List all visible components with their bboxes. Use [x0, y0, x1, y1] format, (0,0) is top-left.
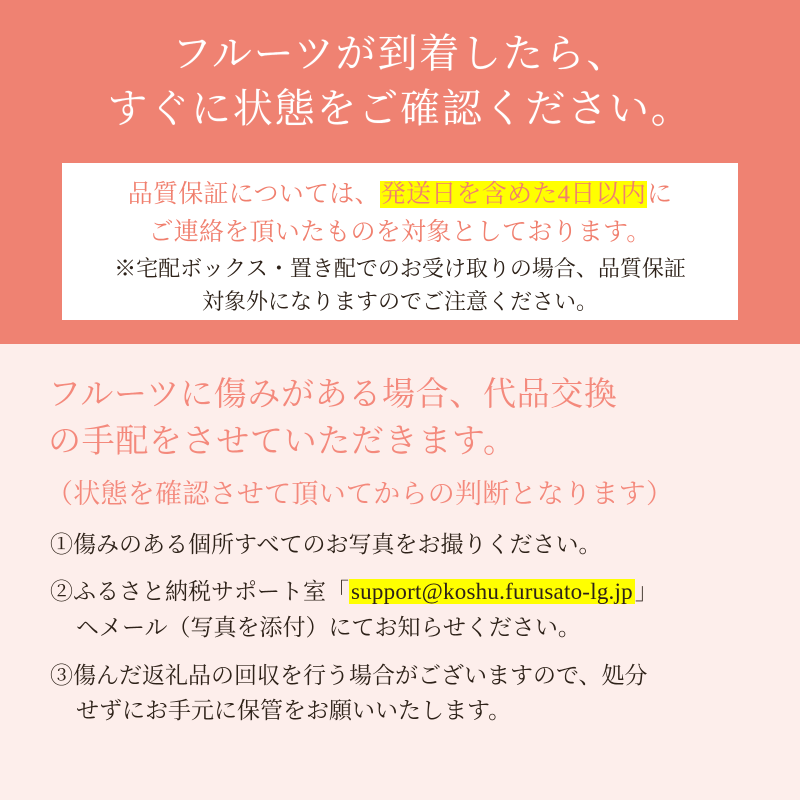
instruction-2-line-1 [50, 574, 800, 610]
list-item [50, 527, 800, 563]
instruction-2-prefix: ②ふるさと納税サポート室「 [50, 579, 349, 605]
replacement-heading-line-2: の手配をさせていただきます。 [48, 423, 517, 460]
instruction-2-suffix: 」 [634, 579, 658, 605]
replacement-heading-line-1: フルーツに傷みがある場合、代品交換 [48, 377, 618, 413]
replacement-heading [0, 344, 800, 466]
replacement-section [0, 344, 800, 800]
banner-heading [0, 0, 800, 136]
instruction-3-line-1: ③傷んだ返礼品の回収を行う場合がございますので、処分 [50, 662, 648, 688]
instruction-list [0, 511, 800, 729]
note-line-2: ご連絡を頂いたものを対象としております。 [148, 219, 652, 246]
quality-guarantee-note-card [62, 163, 738, 320]
note-line-1 [62, 176, 738, 214]
list-item [50, 574, 800, 645]
banner-heading-line-2: すぐに状態をご確認ください。 [107, 86, 693, 132]
list-item [50, 658, 800, 729]
instruction-3-line-2: せずにお手元に保管をお願いいたします。 [76, 698, 512, 724]
note-line-1-pre: 品質保証については、 [127, 181, 380, 208]
instruction-1-line-1: ①傷みのある個所すべてのお写真をお撮りください。 [50, 531, 602, 557]
top-banner [0, 0, 800, 344]
replacement-subheading: （状態を確認させて頂いてからの判断となります） [46, 478, 674, 509]
note-line-1-post: に [647, 181, 673, 208]
note-line-3: ※宅配ボックス・置き配でのお受け取りの場合、品質保証 [114, 256, 686, 281]
note-line-4: 対象外になりますのでご注意ください。 [201, 289, 598, 315]
note-line-1-highlight: 発送日を含めた4日以内 [380, 181, 646, 208]
support-email[interactable]: support@koshu.furusato-lg.jp [351, 579, 633, 605]
instruction-2-line-2: ヘメール（写真を添付）にてお知らせください。 [76, 615, 581, 640]
banner-heading-line-1: フルーツが到着したら、 [171, 31, 629, 76]
